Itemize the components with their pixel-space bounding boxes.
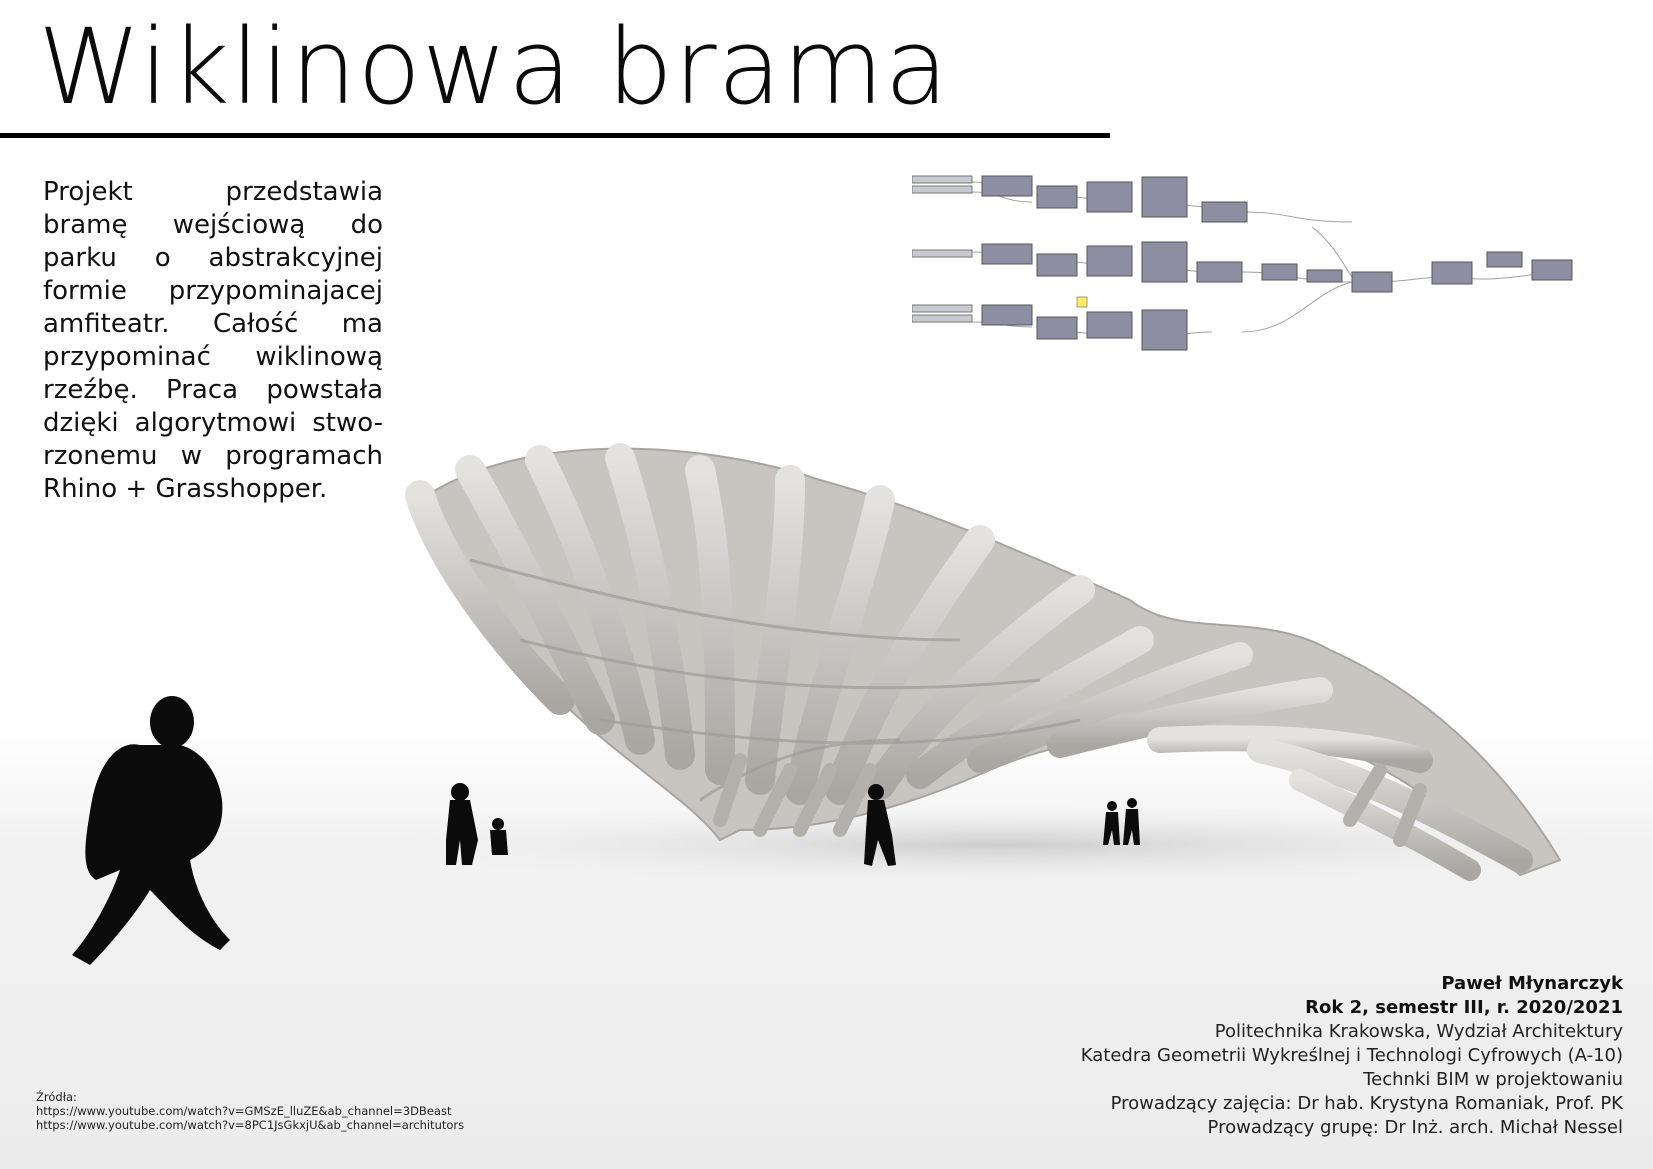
source-link[interactable]: https://www.youtube.com/watch?v=8PC1JsGkxjU&ab_channel=architutors (36, 1118, 465, 1132)
source-link[interactable]: https://www.youtube.com/watch?v=GMSzE_lluZE&ab_channel=3DBeast (36, 1104, 452, 1118)
author-name: Paweł Młynarczyk (1441, 973, 1623, 994)
course-name: Technki BIM w projektowaniu (1363, 1069, 1623, 1090)
walking-man-silhouette (72, 696, 230, 965)
sources-block (36, 1090, 464, 1132)
project-description: Projekt przedstawia bramę wejściową do parku o abstrakcyjnej formie przypominajacej amfiteatr. Całość ma przypominać wiklinową rzeźbę. Praca powstała dzięki algorytmowi stwo-rzonemu w programach Rhino + Grasshopper. (43, 177, 383, 504)
grasshopper-definition-diagram (912, 172, 1602, 382)
gh-nodes (912, 176, 1572, 350)
credits-block (1081, 972, 1623, 1140)
lecturer: Prowadzący zajęcia: Dr hab. Krystyna Romaniak, Prof. PK (1110, 1093, 1623, 1114)
university: Politechnika Krakowska, Wydział Architektury (1214, 1021, 1623, 1042)
page-title: Wiklinowa brama (38, 6, 950, 128)
department: Katedra Geometrii Wykreślnej i Technologi Cyfrowych (A-10) (1080, 1045, 1623, 1066)
sources-label: Źródła: (36, 1090, 77, 1104)
year-semester: Rok 2, semestr III, r. 2020/2021 (1305, 997, 1623, 1018)
group-lead: Prowadzący grupę: Dr Inż. arch. Michał Nessel (1207, 1117, 1623, 1138)
